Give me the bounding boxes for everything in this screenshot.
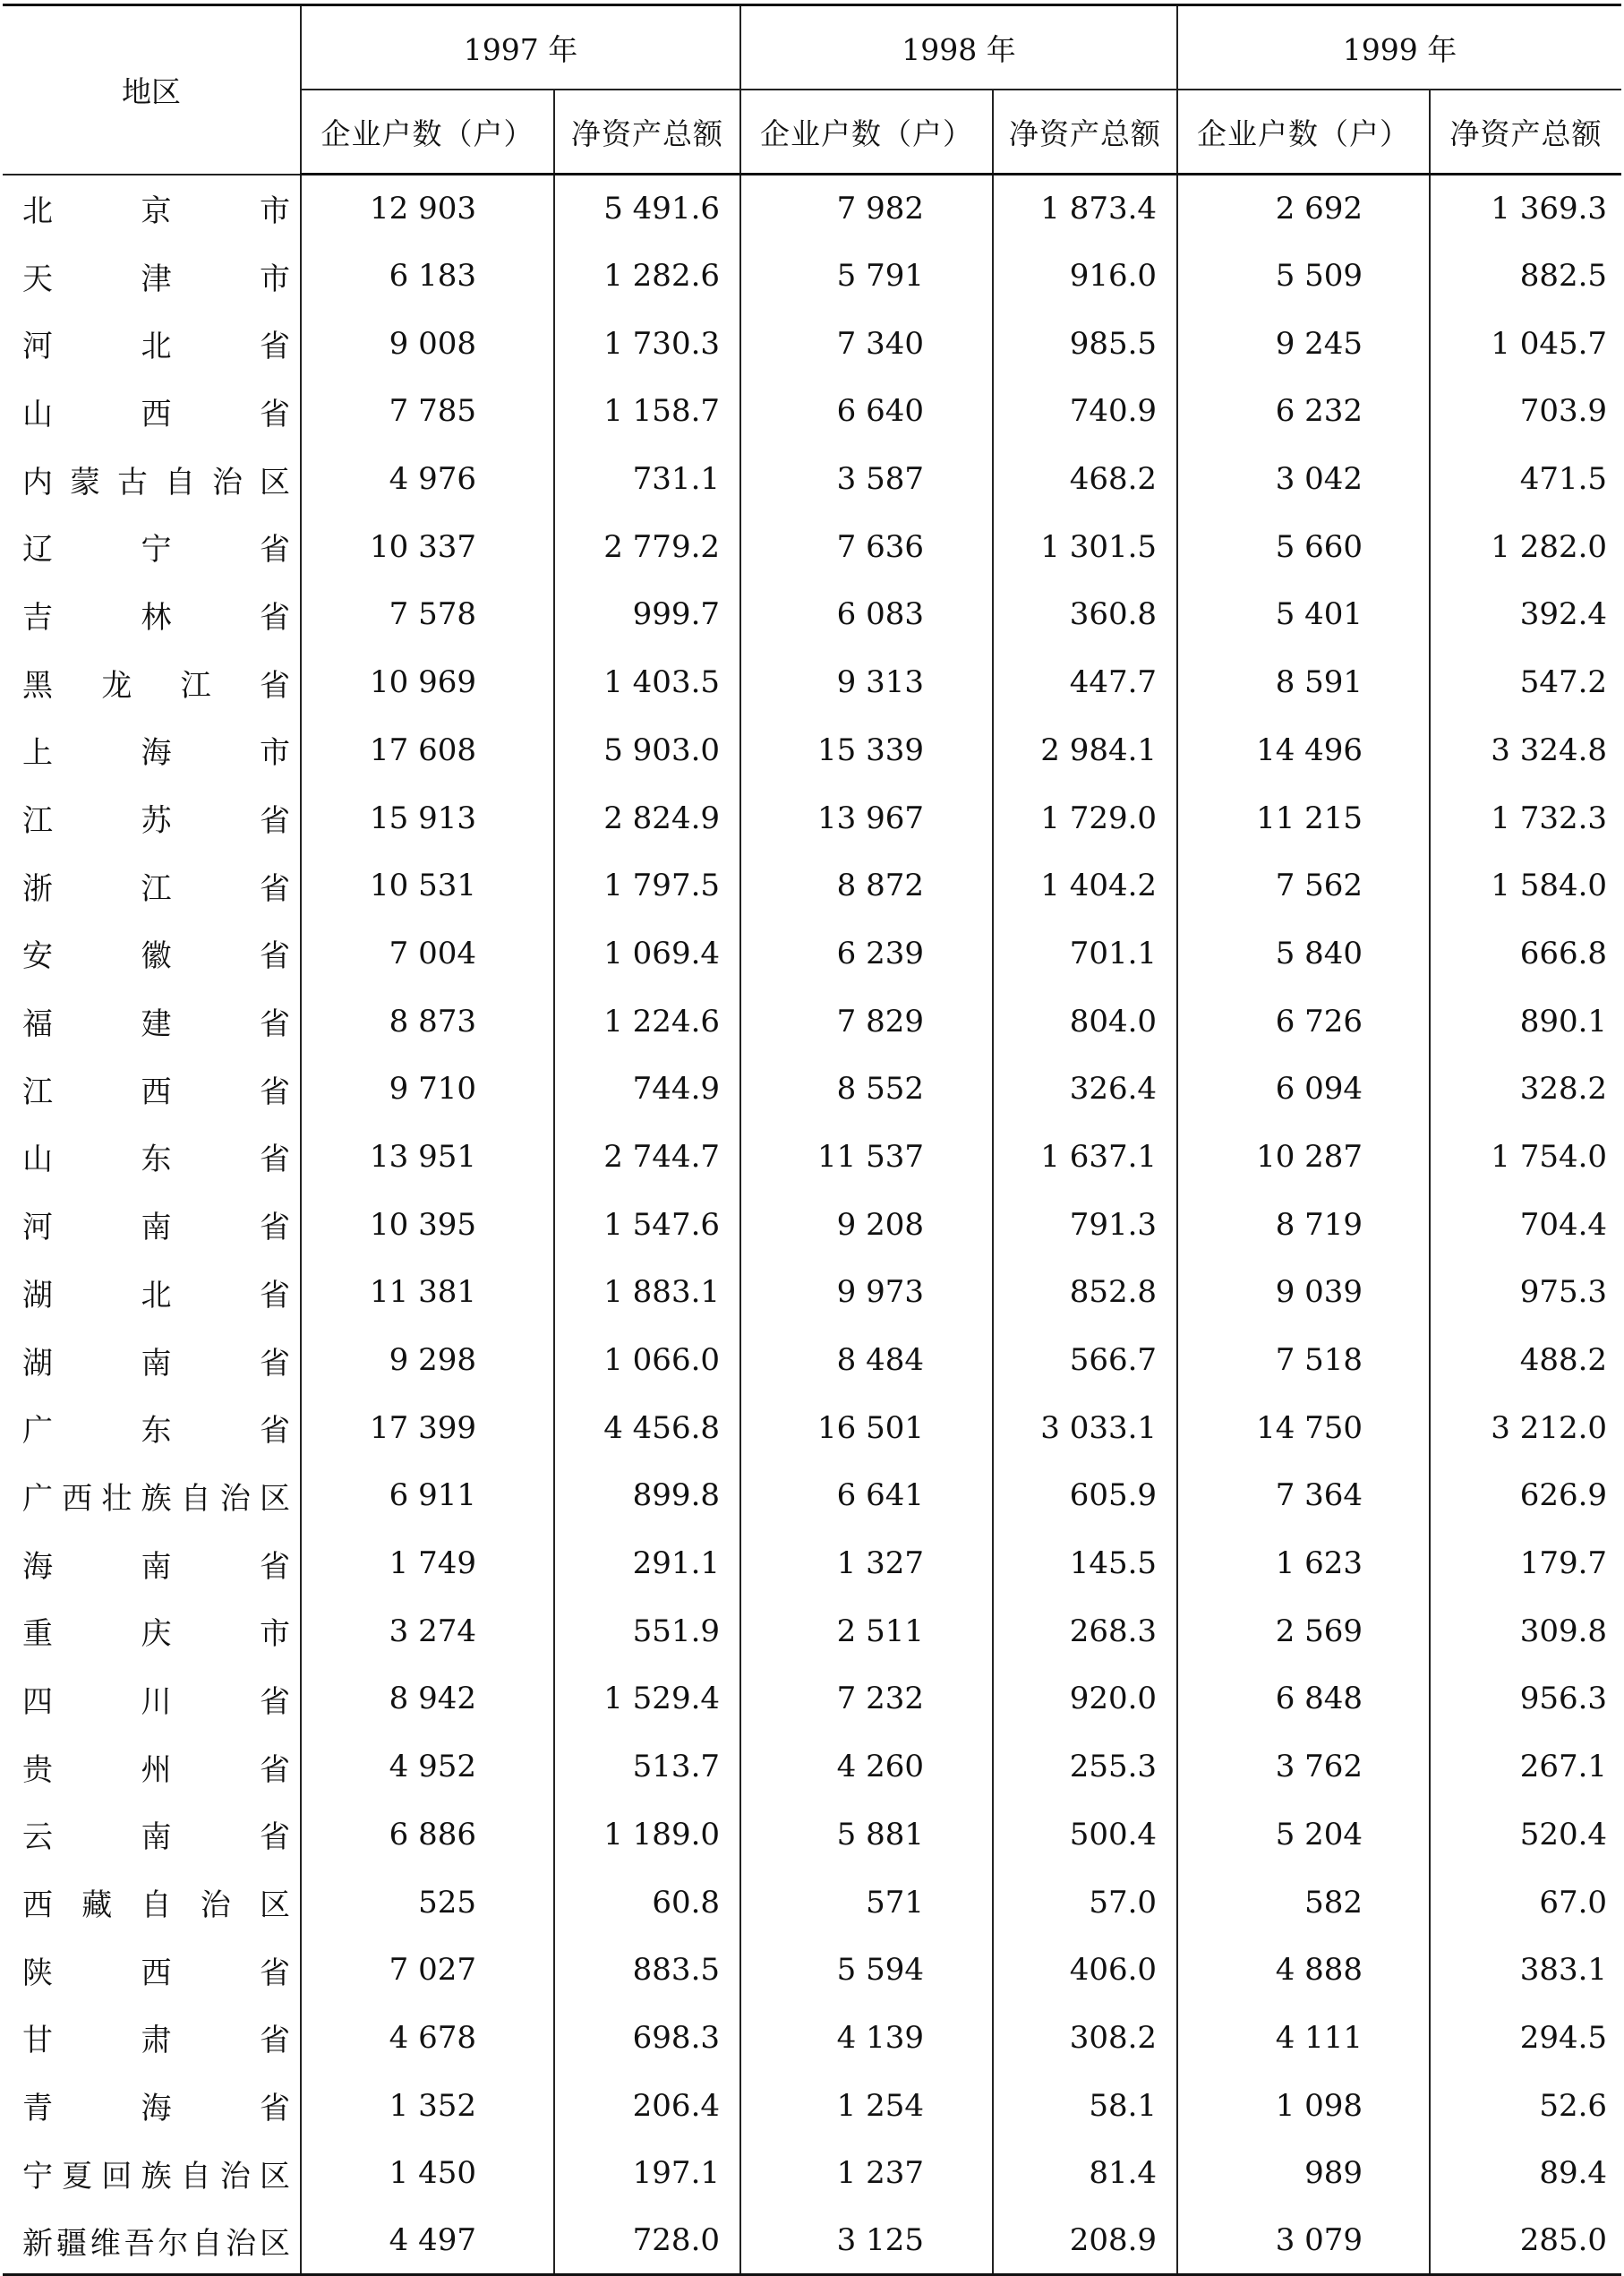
assets-1997-cell: 728.0 <box>554 2207 740 2275</box>
count-1997-cell: 8 942 <box>301 1665 554 1733</box>
assets-1998-cell: 985.5 <box>993 310 1177 378</box>
count-1997-cell: 4 952 <box>301 1733 554 1801</box>
assets-1999-cell: 626.9 <box>1519 1477 1608 1514</box>
region-cell <box>3 1529 301 1597</box>
count-1999-cell: 6 848 <box>1177 1665 1430 1733</box>
assets-1999-cell: 67.0 <box>1539 1884 1608 1921</box>
assets-1999-cell: 1 754.0 <box>1491 1138 1608 1175</box>
region-cell <box>3 1801 301 1869</box>
region-cell <box>3 2139 301 2207</box>
count-1998-cell: 7 829 <box>740 988 993 1056</box>
assets-1997-cell: 1 403.5 <box>554 648 740 716</box>
count-1997-cell: 9 008 <box>301 310 554 378</box>
assets-1997-cell: 513.7 <box>554 1733 740 1801</box>
assets-1999-cell: 52.6 <box>1539 2087 1608 2124</box>
count-1999-cell: 5 401 <box>1177 581 1430 649</box>
assets-1999-cell: 666.8 <box>1519 935 1608 971</box>
count-1999-cell: 14 750 <box>1177 1394 1430 1462</box>
assets-1998-cell: 326.4 <box>993 1055 1177 1123</box>
count-1997-cell: 9 710 <box>301 1055 554 1123</box>
assets-1997-cell: 899.8 <box>554 1462 740 1530</box>
region-name: 江苏省 <box>22 803 291 840</box>
count-1998-cell: 13 967 <box>740 784 993 852</box>
assets-1997-cell: 1 883.1 <box>554 1259 740 1327</box>
table-row <box>3 1801 1621 1869</box>
region-name: 天津市 <box>22 261 291 297</box>
count-1998-cell: 1 327 <box>740 1529 993 1597</box>
count-1997-cell: 4 497 <box>301 2207 554 2275</box>
region-cell <box>3 1936 301 2004</box>
region-cell <box>3 784 301 852</box>
count-1997-cell: 8 873 <box>301 988 554 1056</box>
col-header-count-1998: 企业户数（户） <box>740 90 993 175</box>
table-body <box>3 175 1621 2275</box>
assets-1998-cell: 701.1 <box>993 920 1177 988</box>
assets-1998-cell: 500.4 <box>993 1801 1177 1869</box>
count-1999-cell: 14 496 <box>1177 716 1430 784</box>
assets-1997-cell: 1 224.6 <box>554 988 740 1056</box>
assets-1999-cell: 975.3 <box>1519 1274 1608 1311</box>
count-1997-cell: 6 911 <box>301 1462 554 1530</box>
table-row <box>3 1733 1621 1801</box>
assets-1998-cell: 2 984.1 <box>993 716 1177 784</box>
count-1998-cell: 6 640 <box>740 378 993 446</box>
assets-1997-cell: 1 529.4 <box>554 1665 740 1733</box>
assets-1999-cell: 285.0 <box>1519 2222 1608 2259</box>
assets-1999-cell: 179.7 <box>1519 1545 1608 1582</box>
assets-1999-cell: 89.4 <box>1539 2155 1608 2192</box>
table-row <box>3 445 1621 513</box>
region-name: 云南省 <box>22 1819 291 1856</box>
count-1999-cell: 5 509 <box>1177 242 1430 310</box>
assets-1997-cell: 206.4 <box>554 2072 740 2140</box>
count-1998-cell: 2 511 <box>740 1597 993 1665</box>
assets-1997-cell: 4 456.8 <box>554 1394 740 1462</box>
count-1998-cell: 6 641 <box>740 1462 993 1530</box>
assets-1998-cell: 81.4 <box>993 2139 1177 2207</box>
region-header: 地区 <box>3 5 301 175</box>
region-name: 内蒙古自治区 <box>22 464 291 501</box>
region-cell <box>3 988 301 1056</box>
region-name: 海南省 <box>22 1548 291 1585</box>
assets-1997-cell: 2 779.2 <box>554 513 740 581</box>
assets-1999-cell: 882.5 <box>1519 258 1608 295</box>
assets-1999-cell: 547.2 <box>1519 664 1608 701</box>
table-row <box>3 2072 1621 2140</box>
count-1998-cell: 6 083 <box>740 581 993 649</box>
count-1998-cell: 15 339 <box>740 716 993 784</box>
assets-1998-cell: 852.8 <box>993 1259 1177 1327</box>
table-row <box>3 581 1621 649</box>
table-row <box>3 1191 1621 1259</box>
region-name: 安徽省 <box>22 938 291 975</box>
count-1998-cell: 7 340 <box>740 310 993 378</box>
region-name: 黑龙江省 <box>22 667 291 704</box>
table-row <box>3 378 1621 446</box>
count-1999-cell: 7 364 <box>1177 1462 1430 1530</box>
count-1999-cell: 5 204 <box>1177 1801 1430 1869</box>
region-cell <box>3 851 301 920</box>
count-1999-cell: 989 <box>1177 2139 1430 2207</box>
table-row <box>3 716 1621 784</box>
assets-1998-cell: 791.3 <box>993 1191 1177 1259</box>
region-name: 河南省 <box>22 1210 291 1246</box>
count-1999-cell: 9 039 <box>1177 1259 1430 1327</box>
count-1997-cell: 9 298 <box>301 1326 554 1394</box>
header-row-years <box>3 5 1621 90</box>
assets-1999-cell: 294.5 <box>1519 2019 1608 2056</box>
count-1998-cell: 7 982 <box>740 175 993 243</box>
year-header-1998: 1998 年 <box>740 5 1177 90</box>
count-1997-cell: 7 785 <box>301 378 554 446</box>
region-cell <box>3 581 301 649</box>
region-cell <box>3 1733 301 1801</box>
region-cell <box>3 513 301 581</box>
count-1997-cell: 7 004 <box>301 920 554 988</box>
count-1997-cell: 13 951 <box>301 1123 554 1191</box>
count-1998-cell: 8 484 <box>740 1326 993 1394</box>
region-cell <box>3 648 301 716</box>
assets-1998-cell: 920.0 <box>993 1665 1177 1733</box>
count-1998-cell: 9 313 <box>740 648 993 716</box>
region-cell <box>3 1123 301 1191</box>
region-cell <box>3 1597 301 1665</box>
assets-1998-cell: 1 637.1 <box>993 1123 1177 1191</box>
count-1998-cell: 1 237 <box>740 2139 993 2207</box>
count-1997-cell: 1 749 <box>301 1529 554 1597</box>
count-1999-cell: 6 726 <box>1177 988 1430 1056</box>
assets-1997-cell: 698.3 <box>554 2004 740 2072</box>
count-1999-cell: 4 888 <box>1177 1936 1430 2004</box>
count-1999-cell: 2 692 <box>1177 175 1430 243</box>
count-1999-cell: 2 569 <box>1177 1597 1430 1665</box>
assets-1998-cell: 1 873.4 <box>993 175 1177 243</box>
assets-1997-cell: 5 903.0 <box>554 716 740 784</box>
assets-1999-cell: 309.8 <box>1519 1613 1608 1649</box>
count-1999-cell: 5 840 <box>1177 920 1430 988</box>
table-row <box>3 1529 1621 1597</box>
count-1999-cell: 9 245 <box>1177 310 1430 378</box>
region-cell <box>3 1394 301 1462</box>
assets-1998-cell: 145.5 <box>993 1529 1177 1597</box>
region-name: 北京市 <box>22 193 291 230</box>
assets-1999-cell: 488.2 <box>1519 1342 1608 1379</box>
assets-1997-cell: 551.9 <box>554 1597 740 1665</box>
region-cell <box>3 1055 301 1123</box>
count-1998-cell: 3 125 <box>740 2207 993 2275</box>
assets-1999-cell: 890.1 <box>1519 1003 1608 1040</box>
assets-1998-cell: 58.1 <box>993 2072 1177 2140</box>
col-header-assets-1999: 净资产总额 <box>1430 90 1621 175</box>
year-header-1997: 1997 年 <box>301 5 740 90</box>
region-name: 广西壮族自治区 <box>22 1480 291 1517</box>
region-name: 新疆维吾尔自治区 <box>22 2225 291 2262</box>
table-header <box>3 5 1621 175</box>
col-header-count-1997: 企业户数（户） <box>301 90 554 175</box>
count-1997-cell: 4 976 <box>301 445 554 513</box>
assets-1999-cell: 1 584.0 <box>1491 868 1608 904</box>
count-1997-cell: 10 969 <box>301 648 554 716</box>
count-1997-cell: 4 678 <box>301 2004 554 2072</box>
count-1997-cell: 17 608 <box>301 716 554 784</box>
table-row <box>3 1326 1621 1394</box>
region-name: 湖南省 <box>22 1345 291 1382</box>
region-cell <box>3 920 301 988</box>
region-name: 福建省 <box>22 1006 291 1043</box>
table-row <box>3 1936 1621 2004</box>
assets-1998-cell: 1 301.5 <box>993 513 1177 581</box>
assets-1999-cell: 1 045.7 <box>1491 325 1608 362</box>
assets-1997-cell: 999.7 <box>554 581 740 649</box>
table-row <box>3 1462 1621 1530</box>
assets-1999-cell: 1 282.0 <box>1491 528 1608 565</box>
count-1997-cell: 6 886 <box>301 1801 554 1869</box>
assets-1998-cell: 916.0 <box>993 242 1177 310</box>
col-header-assets-1997: 净资产总额 <box>554 90 740 175</box>
count-1999-cell: 10 287 <box>1177 1123 1430 1191</box>
table-row <box>3 1869 1621 1937</box>
count-1997-cell: 11 381 <box>301 1259 554 1327</box>
assets-1997-cell: 197.1 <box>554 2139 740 2207</box>
count-1998-cell: 3 587 <box>740 445 993 513</box>
region-cell <box>3 716 301 784</box>
region-cell <box>3 445 301 513</box>
region-name: 上海市 <box>22 735 291 772</box>
count-1997-cell: 525 <box>301 1869 554 1937</box>
assets-1999-cell: 703.9 <box>1519 393 1608 430</box>
count-1999-cell: 7 518 <box>1177 1326 1430 1394</box>
table-row <box>3 648 1621 716</box>
count-1998-cell: 4 260 <box>740 1733 993 1801</box>
region-name: 青海省 <box>22 2091 291 2127</box>
assets-1998-cell: 605.9 <box>993 1462 1177 1530</box>
assets-1997-cell: 1 282.6 <box>554 242 740 310</box>
count-1997-cell: 1 450 <box>301 2139 554 2207</box>
assets-1999-cell: 471.5 <box>1519 461 1608 498</box>
assets-1999-cell: 956.3 <box>1519 1681 1608 1717</box>
count-1998-cell: 571 <box>740 1869 993 1937</box>
count-1998-cell: 5 594 <box>740 1936 993 2004</box>
table-row <box>3 175 1621 243</box>
count-1998-cell: 5 881 <box>740 1801 993 1869</box>
assets-1998-cell: 268.3 <box>993 1597 1177 1665</box>
assets-1999-cell: 383.1 <box>1519 1952 1608 1989</box>
region-cell <box>3 175 301 243</box>
col-header-count-1999: 企业户数（户） <box>1177 90 1430 175</box>
region-name: 湖北省 <box>22 1277 291 1313</box>
assets-1997-cell: 1 730.3 <box>554 310 740 378</box>
table-row <box>3 1259 1621 1327</box>
count-1997-cell: 7 578 <box>301 581 554 649</box>
count-1998-cell: 11 537 <box>740 1123 993 1191</box>
assets-1998-cell: 57.0 <box>993 1869 1177 1937</box>
region-name: 山东省 <box>22 1142 291 1178</box>
assets-1999-cell: 3 324.8 <box>1491 732 1608 768</box>
region-name: 浙江省 <box>22 870 291 907</box>
table-row <box>3 851 1621 920</box>
assets-1997-cell: 1 189.0 <box>554 1801 740 1869</box>
assets-1998-cell: 255.3 <box>993 1733 1177 1801</box>
region-name: 吉林省 <box>22 599 291 636</box>
col-header-assets-1998: 净资产总额 <box>993 90 1177 175</box>
assets-1998-cell: 1 404.2 <box>993 851 1177 920</box>
region-cell <box>3 310 301 378</box>
region-name: 广东省 <box>22 1413 291 1450</box>
count-1997-cell: 7 027 <box>301 1936 554 2004</box>
region-cell <box>3 1869 301 1937</box>
count-1998-cell: 6 239 <box>740 920 993 988</box>
count-1999-cell: 1 098 <box>1177 2072 1430 2140</box>
assets-1999-cell: 328.2 <box>1519 1071 1608 1108</box>
region-cell <box>3 242 301 310</box>
count-1999-cell: 5 660 <box>1177 513 1430 581</box>
region-cell <box>3 1191 301 1259</box>
count-1999-cell: 3 762 <box>1177 1733 1430 1801</box>
region-name: 西藏自治区 <box>22 1887 291 1924</box>
assets-1997-cell: 1 066.0 <box>554 1326 740 1394</box>
table-row <box>3 2207 1621 2275</box>
region-name: 甘肃省 <box>22 2023 291 2059</box>
region-cell <box>3 1462 301 1530</box>
count-1997-cell: 10 337 <box>301 513 554 581</box>
assets-1998-cell: 308.2 <box>993 2004 1177 2072</box>
count-1999-cell: 6 094 <box>1177 1055 1430 1123</box>
assets-1997-cell: 291.1 <box>554 1529 740 1597</box>
count-1997-cell: 12 903 <box>301 175 554 243</box>
region-name: 四川省 <box>22 1683 291 1720</box>
assets-1998-cell: 1 729.0 <box>993 784 1177 852</box>
region-name: 宁夏回族自治区 <box>22 2158 291 2195</box>
count-1998-cell: 8 872 <box>740 851 993 920</box>
assets-1998-cell: 360.8 <box>993 581 1177 649</box>
assets-1998-cell: 566.7 <box>993 1326 1177 1394</box>
table-row <box>3 1055 1621 1123</box>
count-1998-cell: 16 501 <box>740 1394 993 1462</box>
region-name: 河北省 <box>22 329 291 365</box>
region-name: 重庆市 <box>22 1616 291 1653</box>
assets-1999-cell: 267.1 <box>1519 1749 1608 1785</box>
assets-1997-cell: 731.1 <box>554 445 740 513</box>
count-1998-cell: 9 208 <box>740 1191 993 1259</box>
assets-1997-cell: 744.9 <box>554 1055 740 1123</box>
table-row <box>3 513 1621 581</box>
assets-1997-cell: 1 797.5 <box>554 851 740 920</box>
table-row <box>3 242 1621 310</box>
assets-1998-cell: 804.0 <box>993 988 1177 1056</box>
region-name: 江西省 <box>22 1074 291 1110</box>
count-1999-cell: 8 591 <box>1177 648 1430 716</box>
table-row <box>3 1394 1621 1462</box>
assets-1999-cell: 3 212.0 <box>1491 1409 1608 1446</box>
count-1998-cell: 8 552 <box>740 1055 993 1123</box>
region-cell <box>3 1259 301 1327</box>
count-1999-cell: 11 215 <box>1177 784 1430 852</box>
assets-1997-cell: 2 824.9 <box>554 784 740 852</box>
region-cell <box>3 378 301 446</box>
assets-1998-cell: 468.2 <box>993 445 1177 513</box>
region-cell <box>3 1665 301 1733</box>
count-1999-cell: 3 079 <box>1177 2207 1430 2275</box>
count-1997-cell: 10 395 <box>301 1191 554 1259</box>
assets-1998-cell: 447.7 <box>993 648 1177 716</box>
count-1997-cell: 6 183 <box>301 242 554 310</box>
assets-1997-cell: 5 491.6 <box>554 175 740 243</box>
count-1999-cell: 582 <box>1177 1869 1430 1937</box>
assets-1997-cell: 1 158.7 <box>554 378 740 446</box>
count-1998-cell: 9 973 <box>740 1259 993 1327</box>
table-row <box>3 2004 1621 2072</box>
region-name: 陕西省 <box>22 1955 291 1991</box>
count-1999-cell: 3 042 <box>1177 445 1430 513</box>
assets-1997-cell: 1 069.4 <box>554 920 740 988</box>
region-cell <box>3 2072 301 2140</box>
table-row <box>3 920 1621 988</box>
count-1997-cell: 15 913 <box>301 784 554 852</box>
count-1999-cell: 4 111 <box>1177 2004 1430 2072</box>
count-1997-cell: 1 352 <box>301 2072 554 2140</box>
region-cell <box>3 1326 301 1394</box>
assets-1999-cell: 392.4 <box>1519 596 1608 633</box>
assets-1998-cell: 3 033.1 <box>993 1394 1177 1462</box>
assets-1997-cell: 2 744.7 <box>554 1123 740 1191</box>
assets-1998-cell: 406.0 <box>993 1936 1177 2004</box>
count-1997-cell: 10 531 <box>301 851 554 920</box>
assets-1998-cell: 208.9 <box>993 2207 1177 2275</box>
assets-1997-cell: 883.5 <box>554 1936 740 2004</box>
count-1999-cell: 1 623 <box>1177 1529 1430 1597</box>
count-1998-cell: 7 232 <box>740 1665 993 1733</box>
region-name: 辽宁省 <box>22 532 291 569</box>
assets-1999-cell: 1 369.3 <box>1491 191 1608 227</box>
assets-1999-cell: 520.4 <box>1519 1816 1608 1852</box>
region-name: 山西省 <box>22 396 291 432</box>
count-1997-cell: 17 399 <box>301 1394 554 1462</box>
year-header-1999: 1999 年 <box>1177 5 1621 90</box>
table-row <box>3 988 1621 1056</box>
table-row <box>3 2139 1621 2207</box>
table-row <box>3 1123 1621 1191</box>
count-1999-cell: 8 719 <box>1177 1191 1430 1259</box>
table-row <box>3 310 1621 378</box>
table-row <box>3 784 1621 852</box>
assets-1999-cell: 704.4 <box>1519 1206 1608 1243</box>
count-1999-cell: 6 232 <box>1177 378 1430 446</box>
count-1998-cell: 7 636 <box>740 513 993 581</box>
region-cell <box>3 2004 301 2072</box>
count-1998-cell: 5 791 <box>740 242 993 310</box>
enterprise-data-table <box>3 4 1621 2276</box>
region-name: 贵州省 <box>22 1751 291 1788</box>
table-row <box>3 1665 1621 1733</box>
count-1997-cell: 3 274 <box>301 1597 554 1665</box>
assets-1999-cell: 1 732.3 <box>1491 800 1608 836</box>
assets-1997-cell: 60.8 <box>554 1869 740 1937</box>
region-cell <box>3 2207 301 2275</box>
count-1998-cell: 4 139 <box>740 2004 993 2072</box>
count-1999-cell: 7 562 <box>1177 851 1430 920</box>
assets-1997-cell: 1 547.6 <box>554 1191 740 1259</box>
assets-1998-cell: 740.9 <box>993 378 1177 446</box>
table-row <box>3 1597 1621 1665</box>
count-1998-cell: 1 254 <box>740 2072 993 2140</box>
